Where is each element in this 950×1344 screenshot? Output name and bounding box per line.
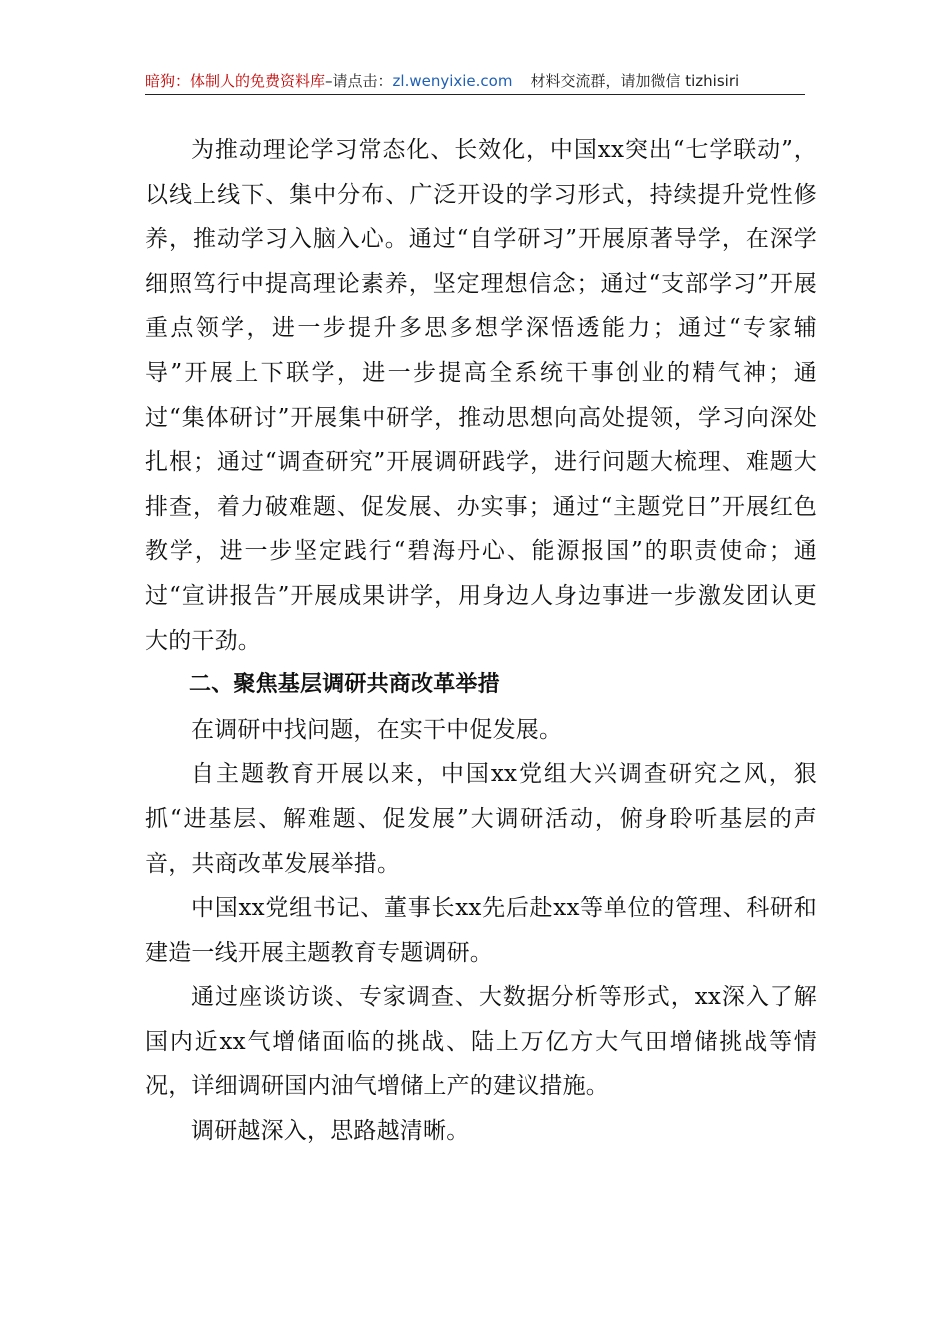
header-click-prompt: –请点击：	[325, 72, 393, 90]
paragraph-research-campaign: 自主题教育开展以来，中国xx党组大兴调查研究之风，狠抓“进基层、解难题、促发展”大调研活动，俯身聆听基层的声音，共商改革发展举措。	[145, 761, 817, 877]
page-header	[145, 70, 805, 95]
document-body	[145, 128, 817, 1154]
paragraph-chairman-visit: 中国xx党组书记、董事长xx先后赴xx等单位的管理、科研和建造一线开展主题教育专题调研。	[145, 895, 817, 966]
header-contact: 材料交流群，请加微信 tizhisiri	[530, 72, 740, 90]
paragraph-research-methods: 通过座谈访谈、专家调查、大数据分析等形式，xx深入了解国内近xx气增储面临的挑战、陆上万亿方大气田增储挑战等情况，详细调研国内油气增储上产的建议措施。	[145, 984, 817, 1100]
paragraph-conclusion: 调研越深入，思路越清晰。	[191, 1118, 470, 1145]
paragraph-study-linkage: 为推动理论学习常态化、长效化，中国xx突出“七学联动”，以线上线下、集中分布、广泛开设的学习形式，持续提升党性修养，推动学习入脑入心。通过“自学研习”开展原著导学，在深学细照笃行中提高理论素养，坚定理想信念；通过“支部学习”开展重点领学，进一步提升多思多想学深悟透能力；通过“专家辅导”开展上下联学，进一步提高全系统干事创业的精气神；通过“集体研讨”开展集中研学，推动思想向高处提领，学习向深处扎根；通过“调查研究”开展调研践学，进行问题大梳理、难题大排查，着力破难题、促发展、办实事；通过“主题党日”开展红色教学，进一步坚定践行“碧海丹心、能源报国”的职责使命；通过“宣讲报告”开展成果讲学，用身边人身边事进一步激发团认更大的干劲。	[145, 137, 817, 654]
paragraph-lead: 在调研中找问题，在实干中促发展。	[191, 716, 563, 743]
header-site-name: 暗狗：体制人的免费资料库	[145, 72, 326, 90]
header-url-link[interactable]: zl.wenyixie.com	[392, 72, 513, 90]
section-heading: 二、聚焦基层调研共商改革举措	[189, 672, 500, 698]
